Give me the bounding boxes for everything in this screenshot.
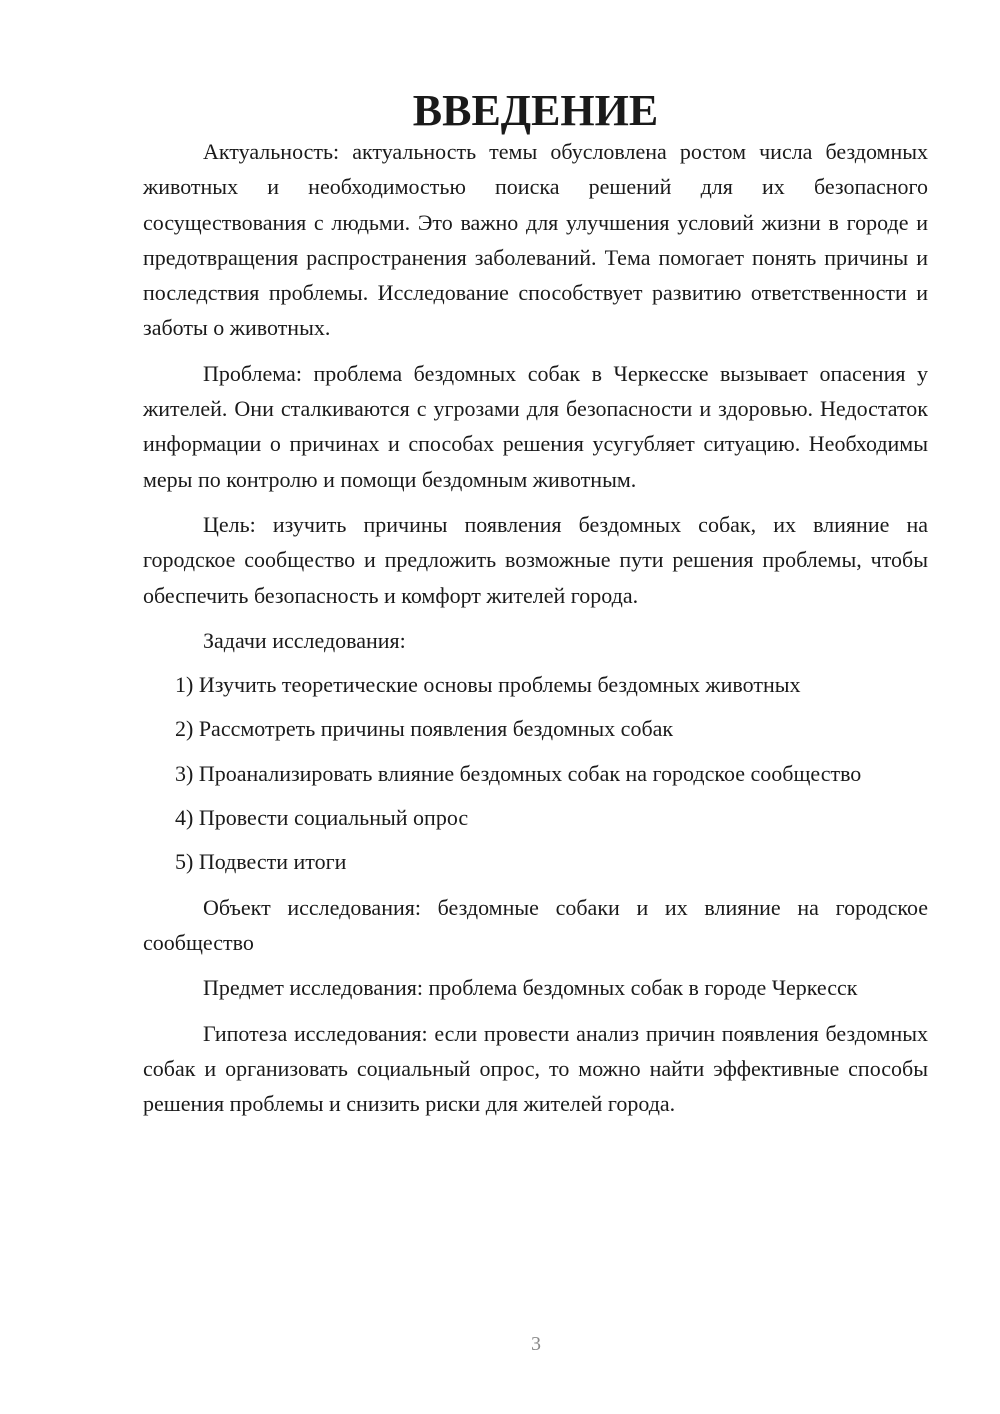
problem-paragraph: Проблема: проблема бездомных собак в Черкесске вызывает опасения у жителей. Они сталкиваются с угрозами для безопасности и здоровью. Недостаток информации о причинах и способах решения усугубляет ситуацию. Необходимы меры по контролю и помощи бездомным животным. bbox=[143, 360, 928, 492]
task-item-2: 2) Рассмотреть причины появления бездомных собак bbox=[175, 716, 674, 742]
relevance-paragraph: Актуальность: актуальность темы обусловлена ростом числа бездомных животных и необходимостью поиска решений для их безопасного сосуществования с людьми. Это важно для улучшения условий жизни в городе и предотвращения распространения заболеваний. Тема помогает понять причины и последствия проблемы. Исследование способствует развитию ответственности и заботы о животных. bbox=[143, 139, 928, 341]
tasks-heading: Задачи исследования: bbox=[203, 627, 406, 653]
goal-paragraph: Цель: изучить причины появления бездомных собак, их влияние на городское сообщество и предложить возможные пути решения проблемы, чтобы обеспечить безопасность и комфорт жителей города. bbox=[143, 511, 928, 608]
page-title: ВВЕДЕНИЕ bbox=[412, 86, 659, 135]
subject-paragraph: Предмет исследования: проблема бездомных собак в городе Черкесск bbox=[203, 975, 858, 1001]
task-item-5: 5) Подвести итоги bbox=[175, 849, 347, 875]
page-number: 3 bbox=[531, 1333, 541, 1355]
page-content bbox=[143, 86, 928, 1121]
hypothesis-paragraph: Гипотеза исследования: если провести анализ причин появления бездомных собак и организовать социальный опрос, то можно найти эффективные способы решения проблемы и снизить риски для жителей города. bbox=[143, 1020, 928, 1117]
object-paragraph: Объект исследования: бездомные собаки и их влияние на городское сообщество bbox=[143, 894, 928, 955]
task-item-3: 3) Проанализировать влияние бездомных собак на городское сообщество bbox=[175, 760, 862, 786]
task-item-1: 1) Изучить теоретические основы проблемы бездомных животных bbox=[175, 672, 801, 698]
task-item-4: 4) Провести социальный опрос bbox=[175, 805, 469, 831]
